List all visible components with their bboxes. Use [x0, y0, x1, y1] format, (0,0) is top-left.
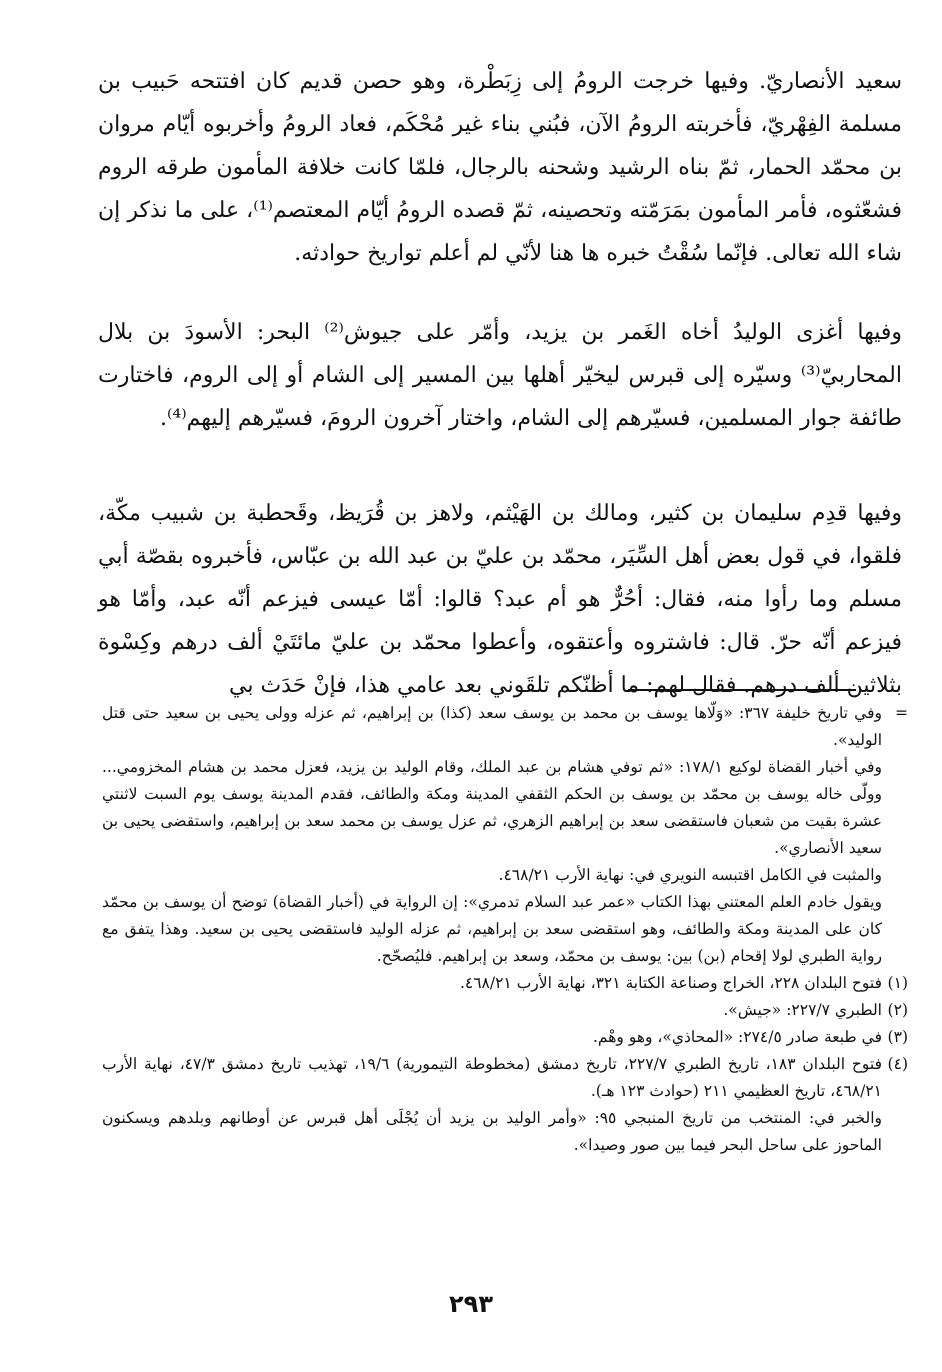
footnote-text: الطبري ٢٢٧/٧: «جيش». [723, 1001, 882, 1019]
footnote-paragraph: ويقول خادم العلم المعتني بهذا الكتاب «عمر عبد السلام تدمري»: إن الرواية في (أخبار القضاة) توضح أن يوسف بن محمّد كان على المدينة ومكة والطائف، وهو استقضى سعد بن إبراهيم، ثم عزله الوليد فاستقضى يحيى بن سعيد. وهذا يتفق مع رواية الطبري لولا إقحام (بن) بين: يوسف بن محمّد، وسعد بن إبراهيم. فليُصحّح. [102, 893, 882, 965]
footnote-1 [102, 970, 908, 997]
footnote-2 [102, 997, 908, 1024]
page-number: ٢٩٣ [449, 1290, 493, 1318]
footnote-3 [102, 1024, 908, 1051]
footnote-4 [102, 1051, 908, 1105]
footnote-paragraph: والمثبت في الكامل اقتبسه النويري في: نهاية الأرب ٤٦٨/٢١. [498, 866, 882, 884]
footnote-number: (٤) [887, 1055, 908, 1073]
footnote-number: (١) [887, 974, 908, 992]
paragraph-cyprus: وفيها أغزى الوليدُ أخاه الغَمر بن يزيد، وأمّر على جيوش⁽²⁾ البحر: الأسودَ بن بلال المحاربيّ⁽³⁾ وسيّره إلى قبرس ليخيّر أهلها بين المسير إلى الشام أو إلى الروم، فاختارت طائفة جوار المسلمين، فسيّرهم إلى الشام، واختار آخرون الرومَ، فسيّرهم إليهم⁽⁴⁾. [98, 320, 902, 431]
paragraph-zibatra: سعيد الأنصاريّ. وفيها خرجت الرومُ إلى زِبَطْرة، وهو حصن قديم كان افتتحه حَبيب بن مسلمة الفِهْريّ، فأخربته الرومُ الآن، فبُني بناء غير مُحْكَم، فعاد الرومُ وأخربوه أيّام مروان بن محمّد الحمار، ثمّ بناه الرشيد وشحنه بالرجال، فلمّا كانت خلافة المأمون طرقه الروم فشعّثوه، فأمر المأمون بمَرَمّته وتحصينه، ثمّ قصده الرومُ أيّام المعتصم⁽¹⁾، على ما نذكر إن شاء الله تعالى. فإنّما سُقْتُ خبره ها هنا لأنّي لم أعلم تواريخ حوادثه. [98, 69, 903, 266]
footnote-number: (٣) [887, 1028, 908, 1046]
footnote-continued [102, 700, 908, 754]
footnote-text: في طبعة صادر ٢٧٤/٥: «المحاذي»، وهو وهْم. [592, 1028, 882, 1046]
footnote-text: فتوح البلدان ٢٢٨، الخراج وصناعة الكتابة ٣٢١، نهاية الأرب ٤٦٨/٢١. [459, 974, 882, 992]
footnote-text: فتوح البلدان ١٨٣، تاريخ الطبري ٢٢٧/٧، تاريخ دمشق (مخطوطة التيمورية) ١٩/٦، تهذيب تاريخ دمشق ٤٧/٣، نهاية الأرب ٤٦٨/٢١، تاريخ العظيمي ٢١١ (حوادث ١٢٣ هـ). [102, 1055, 883, 1100]
main-text [98, 60, 902, 707]
footnote-text: وفي تاريخ خليفة ٣٦٧: «وَلّاها يوسف بن محمد بن يوسف سعد (كذا) بن إبراهيم، ثم عزله وولى يحيى بن سعيد حتى قتل الوليد». [102, 704, 882, 749]
continuation-mark: = [895, 704, 908, 722]
footnotes [102, 700, 908, 1159]
footnote-paragraph: وفي أخبار القضاة لوكيع ١٧٨/١: «ثم توفي هشام بن عبد الملك، وقام الوليد بن يزيد، فعزل محمد بن هشام المخزومي... وولّى خاله يوسف بن محمّد بن يوسف بن الحكم الثقفي المدينة ومكة والطائف، فقدم المدينة يوسف يوم السبت لاثنتي عشرة بقيت من شعبان فاستقضى سعد بن إبراهيم الزهري، ثم عزل يوسف بن محمد سعد بن إبراهيم، واستقضى يحيى بن سعيد الأنصاري». [102, 758, 882, 857]
footnote-separator [628, 689, 856, 691]
footnote-number: (٢) [887, 1001, 908, 1019]
paragraph-mecca: وفيها قدِم سليمان بن كثير، ومالك بن الهَيْثم، ولاهز بن قُرَيظ، وقَحطبة بن شبيب مكّة، فلقوا، في قول بعض أهل السِّيَر، محمّد بن عليّ بن عبد الله بن عبّاس، فأخبروه بقصّة أبي مسلم وما رأوا منه، فقال: أحُرٌّ هو أم عبد؟ قالوا: أمّا عيسى فيزعم أنّه عبد، وأمّا هو فيزعم أنّه حرّ. قال: فاشتروه وأعتقوه، وأعطوا محمّد بن عليّ مائتَيْ ألف درهم وكِسْوة بثلاثين ألف درهم. فقال لهم: ما أظنّكم تلقَوني بعد عامي هذا، فإنْ حَدَث بي [98, 501, 902, 698]
footnote-paragraph: والخبر في: المنتخب من تاريخ المنبجي ٩٥: «وأمر الوليد بن يزيد أن يُجْلَى أهل قبرس عن أوطانهم وبلدهم ويسكنون الماحوز على ساحل البحر فيما بين صور وصيدا». [102, 1109, 882, 1154]
